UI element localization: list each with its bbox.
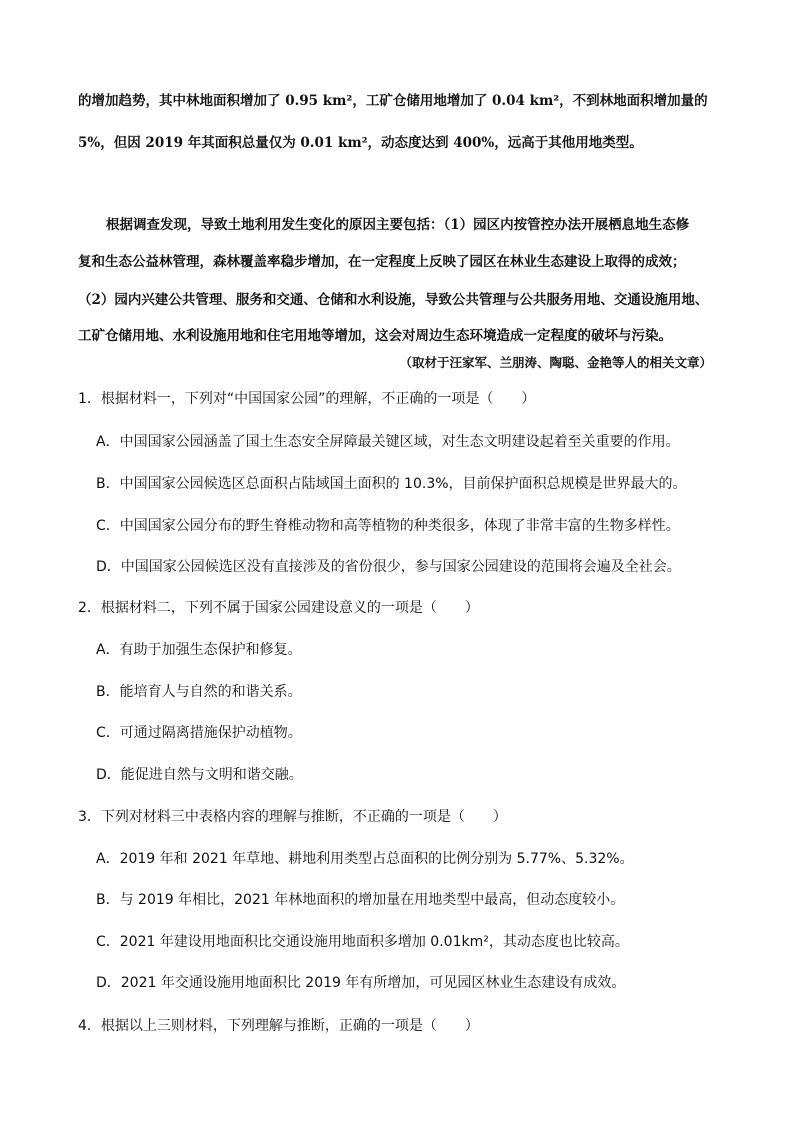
option-d: D．中国国家公园候选区没有直接涉及的省份很少，参与国家公园建设的范围将会遍及全社会。: [96, 559, 681, 575]
option-c: C．可通过隔离措施保护动植物。: [96, 725, 302, 741]
question-stem: 3．下列对材料三中表格内容的理解与推断，不正确的一项是（ ）: [78, 809, 507, 825]
option-b: B．能培育人与自然的和谐关系。: [96, 684, 302, 700]
option-b: B．与 2019 年相比，2021 年林地面积的增加量在用地类型中最高，但动态度较小。: [96, 892, 625, 908]
question-stem: 4．根据以上三则材料，下列理解与推断，正确的一项是（ ）: [78, 1018, 479, 1034]
option-a: A．2019 年和 2021 年草地、耕地利用类型占总面积的比例分别为 5.77%、5.32%。: [96, 851, 634, 867]
paragraph-line: 5%，但因 2019 年其面积总量仅为 0.01 km²，动态度达到 400%，远高于其他用地类型。: [78, 135, 643, 151]
question-stem: 1．根据材料一，下列对“中国国家公园”的理解，不正确的一项是（ ）: [78, 391, 536, 407]
option-d: D．2021 年交通设施用地面积比 2019 年有所增加，可见园区林业生态建设有成效。: [96, 975, 626, 991]
paragraph-line: 工矿仓储用地、水利设施用地和住宅用地等增加，这会对周边生态环境造成一定程度的破坏与污染。: [78, 328, 672, 344]
option-a: A．有助于加强生态保护和修复。: [96, 642, 302, 658]
option-b: B．中国国家公园候选区总面积占陆域国土面积的 10.3%，目前保护面积总规模是世界最大的。: [96, 476, 687, 492]
paragraph-line: 的增加趋势，其中林地面积增加了 0.95 km²，工矿仓储用地增加了 0.04 km²，不到林地面积增加量的: [78, 93, 708, 109]
paragraph-line: 根据调查发现，导致土地利用发生变化的原因主要包括：（1）园区内按管控办法开展栖息地生态修: [106, 217, 690, 233]
source-citation: （取材于汪家军、兰朋涛、陶聪、金艳等人的相关文章）: [399, 355, 712, 370]
question-stem: 2．根据材料二，下列不属于国家公园建设意义的一项是（ ）: [78, 600, 479, 616]
paragraph-line: 复和生态公益林管理，森林覆盖率稳步增加，在一定程度上反映了园区在林业生态建设上取得的成效；: [78, 254, 686, 270]
option-d: D．能促进自然与文明和谐交融。: [96, 767, 303, 783]
option-a: A．中国国家公园涵盖了国土生态安全屏障最关键区域，对生态文明建设起着至关重要的作用。: [96, 434, 680, 450]
option-c: C．2021 年建设用地面积比交通设施用地面积多增加 0.01km²，其动态度也比较高。: [96, 934, 629, 950]
option-c: C．中国国家公园分布的野生脊椎动物和高等植物的种类很多，体现了非常丰富的生物多样性。: [96, 518, 680, 534]
paragraph-line: （2）园内兴建公共管理、服务和交通、仓储和水利设施，导致公共管理与公共服务用地、交通设施用地、: [78, 292, 709, 308]
